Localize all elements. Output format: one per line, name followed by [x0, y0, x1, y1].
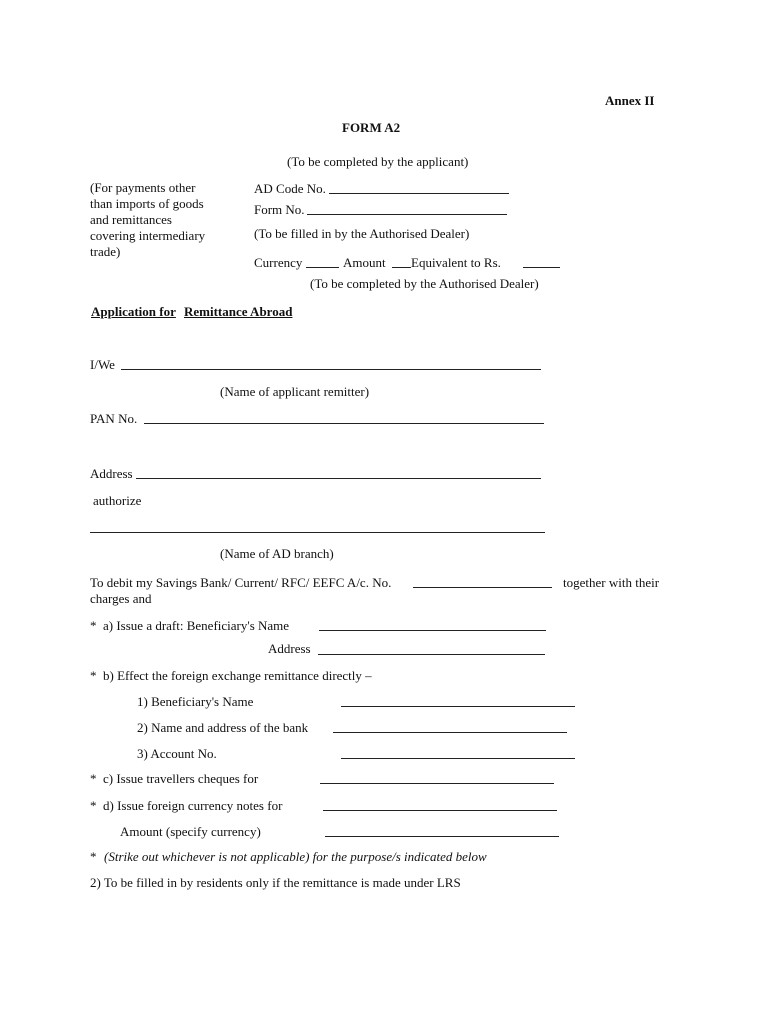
- option-d-label: d) Issue foreign currency notes for: [103, 798, 283, 813]
- iwe-label: I/We: [90, 357, 115, 372]
- equivalent-field[interactable]: [523, 267, 560, 268]
- filled-by-dealer-note: (To be filled in by the Authorised Dealer): [254, 226, 470, 241]
- amount-currency-field[interactable]: [325, 836, 559, 837]
- authorize-label: authorize: [93, 493, 142, 508]
- together-text: together with their: [563, 575, 660, 590]
- currency-field[interactable]: [306, 267, 339, 268]
- side-note-line: than imports of goods: [90, 196, 204, 211]
- amount-field[interactable]: [392, 267, 411, 268]
- option-b-item: 2) Name and address of the bank: [137, 720, 309, 735]
- pan-field[interactable]: [144, 423, 544, 424]
- star-marker: *: [90, 668, 97, 683]
- side-note-line: (For payments other: [90, 180, 196, 195]
- currency-label: Currency: [254, 255, 303, 270]
- option-a-address-label: Address: [268, 641, 311, 656]
- draft-beneficiary-field[interactable]: [319, 630, 546, 631]
- side-note-line: covering intermediary: [90, 228, 206, 243]
- option-c-label: c) Issue travellers cheques for: [103, 771, 259, 786]
- side-note-line: and remittances: [90, 212, 172, 227]
- applicant-name-field[interactable]: [121, 369, 541, 370]
- applicant-note: (To be completed by the applicant): [287, 154, 469, 169]
- option-b-item: 3) Account No.: [137, 746, 217, 761]
- charges-text: charges and: [90, 591, 152, 606]
- currency-notes-field[interactable]: [323, 810, 557, 811]
- ad-branch-field[interactable]: [90, 532, 545, 533]
- completed-by-dealer-note: (To be completed by the Authorised Dealer): [310, 276, 539, 291]
- annex-label: Annex II: [605, 93, 655, 108]
- star-marker: *: [90, 771, 97, 786]
- star-marker: *: [90, 849, 97, 864]
- option-b-label: b) Effect the foreign exchange remittance directly –: [103, 668, 372, 683]
- side-note-line: trade): [90, 244, 121, 259]
- option-b-item: 1) Beneficiary's Name: [137, 694, 254, 709]
- ad-code-field[interactable]: [329, 193, 509, 194]
- debit-text: To debit my Savings Bank/ Current/ RFC/ EEFC A/c. No.: [90, 575, 392, 590]
- address-label: Address: [90, 466, 133, 481]
- beneficiary-name-field[interactable]: [341, 706, 575, 707]
- equivalent-label: Equivalent to Rs.: [411, 255, 501, 270]
- form-title: FORM A2: [342, 120, 401, 135]
- address-field[interactable]: [136, 478, 541, 479]
- form-no-label: Form No.: [254, 202, 305, 217]
- ad-code-label: AD Code No.: [254, 181, 326, 196]
- draft-address-field[interactable]: [318, 654, 545, 655]
- ad-branch-caption: (Name of AD branch): [220, 546, 334, 561]
- account-no-field[interactable]: [413, 587, 552, 588]
- amount-label: Amount: [343, 255, 386, 270]
- option-d-amount-label: Amount (specify currency): [120, 824, 261, 839]
- beneficiary-account-field[interactable]: [341, 758, 575, 759]
- star-marker: *: [90, 798, 97, 813]
- option-a-label: a) Issue a draft: Beneficiary's Name: [103, 618, 290, 633]
- bank-name-address-field[interactable]: [333, 732, 567, 733]
- star-marker: *: [90, 618, 97, 633]
- application-heading-part1: Application for: [91, 304, 176, 319]
- residents-note: 2) To be filled in by residents only if the remittance is made under LRS: [90, 875, 461, 890]
- travellers-cheques-field[interactable]: [320, 783, 554, 784]
- application-heading-part2: Remittance Abroad: [184, 304, 293, 319]
- pan-label: PAN No.: [90, 411, 138, 426]
- strike-out-note: (Strike out whichever is not applicable) for the purpose/s indicated below: [104, 849, 487, 864]
- name-caption: (Name of applicant remitter): [220, 384, 370, 399]
- form-no-field[interactable]: [307, 214, 507, 215]
